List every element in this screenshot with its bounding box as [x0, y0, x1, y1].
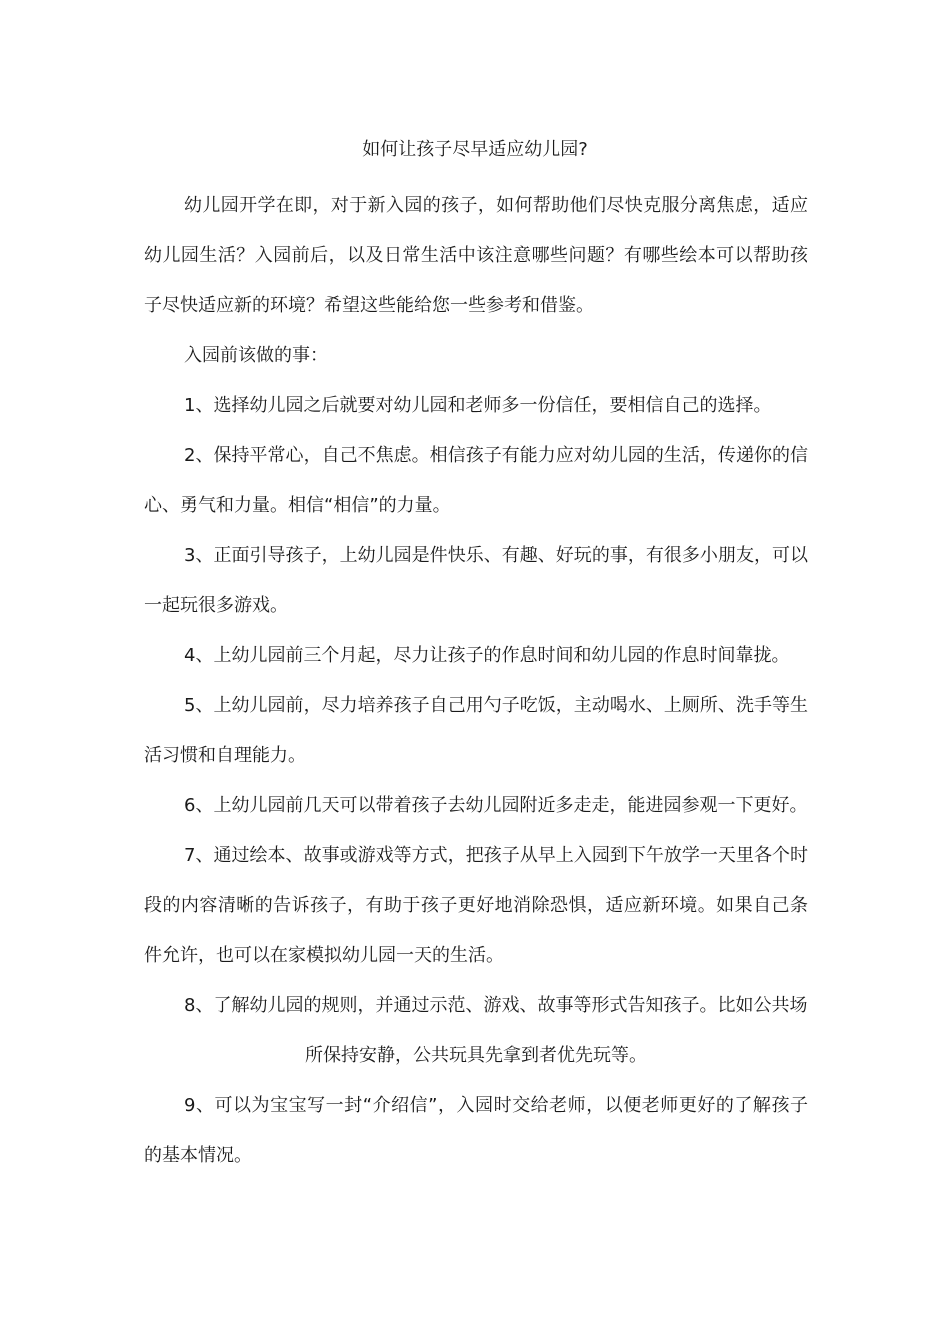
list-item: 5、上幼儿园前，尽力培养孩子自己用勺子吃饭，主动喝水、上厕所、洗手等生活习惯和自理能力。 — [144, 695, 808, 766]
list-item: 1、选择幼儿园之后就要对幼儿园和老师多一份信任，要相信自己的选择。 — [184, 395, 772, 416]
document-title: 如何让孩子尽早适应幼儿园? — [362, 139, 588, 160]
list-item-continuation: 所保持安静，公共玩具先拿到者优先玩等。 — [305, 1045, 647, 1066]
section-heading: 入园前该做的事： — [184, 345, 328, 366]
list-item: 4、上幼儿园前三个月起，尽力让孩子的作息时间和幼儿园的作息时间靠拢。 — [184, 645, 790, 666]
list-item: 2、保持平常心，自己不焦虑。相信孩子有能力应对幼儿园的生活，传递你的信心、勇气和力量。相信“相信”的力量。 — [144, 445, 808, 516]
intro-paragraph: 幼儿园开学在即，对于新入园的孩子，如何帮助他们尽快克服分离焦虑，适应幼儿园生活？入园前后，以及日常生活中该注意哪些问题？有哪些绘本可以帮助孩子尽快适应新的环境？希望这些能给您一些参考和借鉴。 — [144, 195, 808, 316]
list-item: 9、可以为宝宝写一封“介绍信”，入园时交给老师，以便老师更好的了解孩子的基本情况。 — [144, 1095, 808, 1166]
list-item: 3、正面引导孩子，上幼儿园是件快乐、有趣、好玩的事，有很多小朋友，可以一起玩很多游戏。 — [144, 545, 808, 616]
document-body — [144, 181, 808, 1181]
list-item: 6、上幼儿园前几天可以带着孩子去幼儿园附近多走走，能进园参观一下更好。 — [184, 795, 808, 816]
list-item: 7、通过绘本、故事或游戏等方式，把孩子从早上入园到下午放学一天里各个时段的内容清晰的告诉孩子，有助于孩子更好地消除恐惧，适应新环境。如果自己条件允许，也可以在家模拟幼儿园一天的生活。 — [144, 845, 808, 966]
list-item: 8、了解幼儿园的规则，并通过示范、游戏、故事等形式告知孩子。比如公共场 — [184, 995, 808, 1016]
